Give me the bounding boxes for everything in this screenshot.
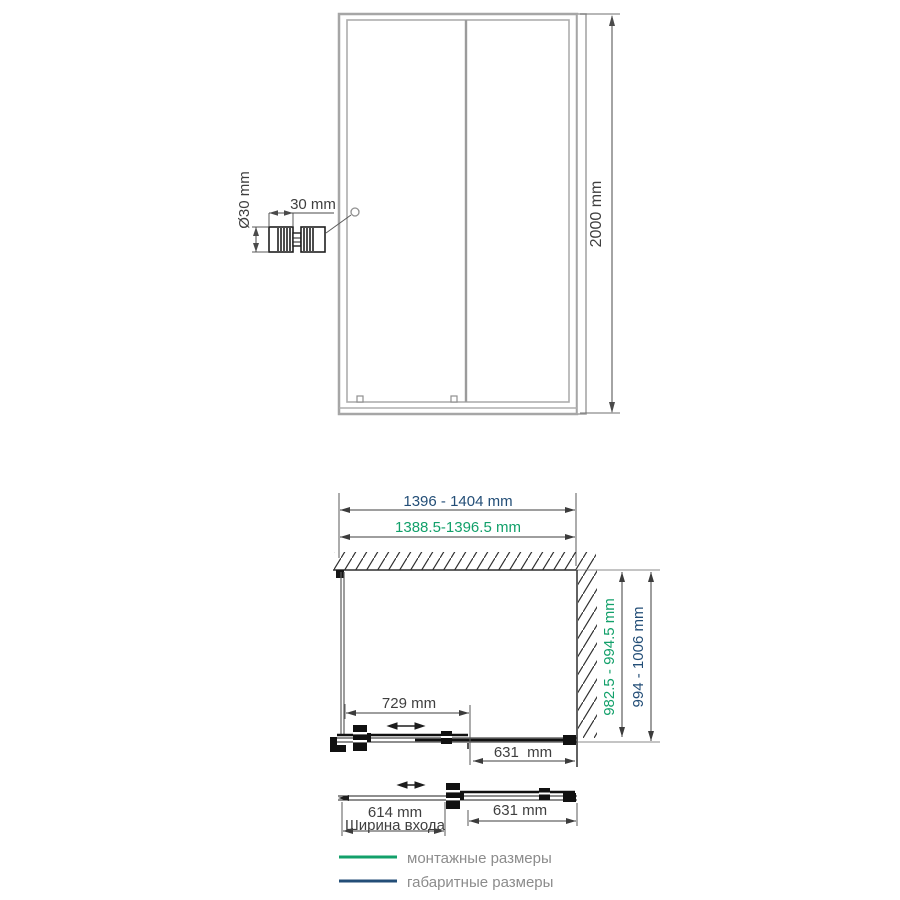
arrowhead-right-icon [565, 758, 575, 764]
mounting-depth-label: 982.5 - 994.5 mm [601, 598, 618, 716]
knob-stem [293, 233, 301, 246]
slide-direction-arrow-icon [398, 782, 424, 788]
knob-slit [446, 790, 460, 792]
door-outer-frame [339, 14, 577, 414]
bottom-guide-left [357, 396, 363, 402]
arrowhead-left-icon [346, 710, 356, 716]
bottom-guide-right [451, 396, 457, 402]
overall-width-dimension [340, 493, 575, 513]
knob-tab [367, 733, 371, 742]
back-wall-hatch [334, 552, 596, 570]
knob-slit [353, 732, 367, 734]
clip-slit [539, 793, 550, 795]
arrowhead-left-icon [473, 758, 483, 764]
overall-depth-label: 994 - 1006 mm [630, 606, 647, 708]
clip-slit [441, 736, 452, 738]
front-elevation [326, 14, 620, 414]
arrowhead-up-icon [648, 572, 654, 582]
arrowhead-left-icon [340, 507, 350, 513]
mounting-depth-dimension [601, 572, 625, 737]
entrance-width-caption: Ширина входа [344, 817, 446, 834]
arrowhead-left-icon [469, 818, 479, 824]
arrowhead-left-icon [340, 534, 350, 540]
mounting-width-dimension [340, 519, 575, 540]
legend-mounting-label: монтажные размеры [407, 850, 552, 867]
end-clip [563, 793, 576, 802]
handle-knob-detail [236, 171, 336, 252]
legend [339, 850, 553, 891]
arrowhead-down-icon [609, 402, 615, 413]
knob-slit [353, 740, 367, 742]
fixed-panel-label-closed: 631 mm [493, 744, 553, 761]
handle-point [351, 208, 359, 216]
height-dimension-label: 2000 mm [588, 180, 605, 248]
arrowhead-up-icon [609, 15, 615, 26]
knob-width-dimension [269, 196, 336, 226]
legend-overall-label: габаритные размеры [407, 874, 554, 891]
knob-tab [460, 791, 464, 800]
entrance-width-dimension [342, 802, 446, 836]
mounting-width-label: 1388.5-1396.5 mm [395, 519, 521, 536]
slide-travel-label: 729 mm [381, 695, 437, 712]
arrowhead-up-icon [619, 572, 625, 582]
plan-view-open [338, 782, 577, 836]
plan-view-closed [330, 493, 660, 767]
arrowhead-right-icon [565, 507, 575, 513]
left-wall-bracket [330, 737, 346, 752]
overall-width-label: 1396 - 1404 mm [403, 493, 513, 510]
knob-slit [446, 798, 460, 800]
knob-width-label: 30 mm [290, 196, 336, 213]
side-wall-hatch [578, 570, 597, 738]
door-inner-frame [347, 20, 569, 402]
arrowhead-right-icon [459, 710, 469, 716]
fixed-panel-dimension-closed [473, 744, 575, 764]
handle-knob-plan [353, 725, 367, 751]
arrowhead-left-icon [269, 210, 278, 215]
arrowhead-down-icon [648, 731, 654, 741]
wall-profile-strip [577, 14, 586, 414]
arrowhead-right-icon [566, 818, 576, 824]
arrowhead-right-icon [565, 534, 575, 540]
knob-diameter-label: Ø30 mm [236, 171, 253, 229]
wall-end-clip [563, 735, 576, 745]
overall-depth-dimension [630, 572, 654, 741]
arrowhead-up-icon [253, 227, 259, 236]
fixed-panel-label-open: 631 mm [492, 802, 548, 819]
knob-diameter-dimension [236, 171, 268, 252]
arrowhead-down-icon [619, 727, 625, 737]
slide-direction-arrow-icon [388, 723, 424, 729]
entrance-width-label: 614 mm [367, 804, 423, 821]
arrowhead-down-icon [253, 243, 259, 252]
handle-knob-plan-open [446, 783, 460, 809]
fixed-panel-dimension-open [468, 802, 577, 826]
wall-anchor-bracket [336, 570, 344, 578]
